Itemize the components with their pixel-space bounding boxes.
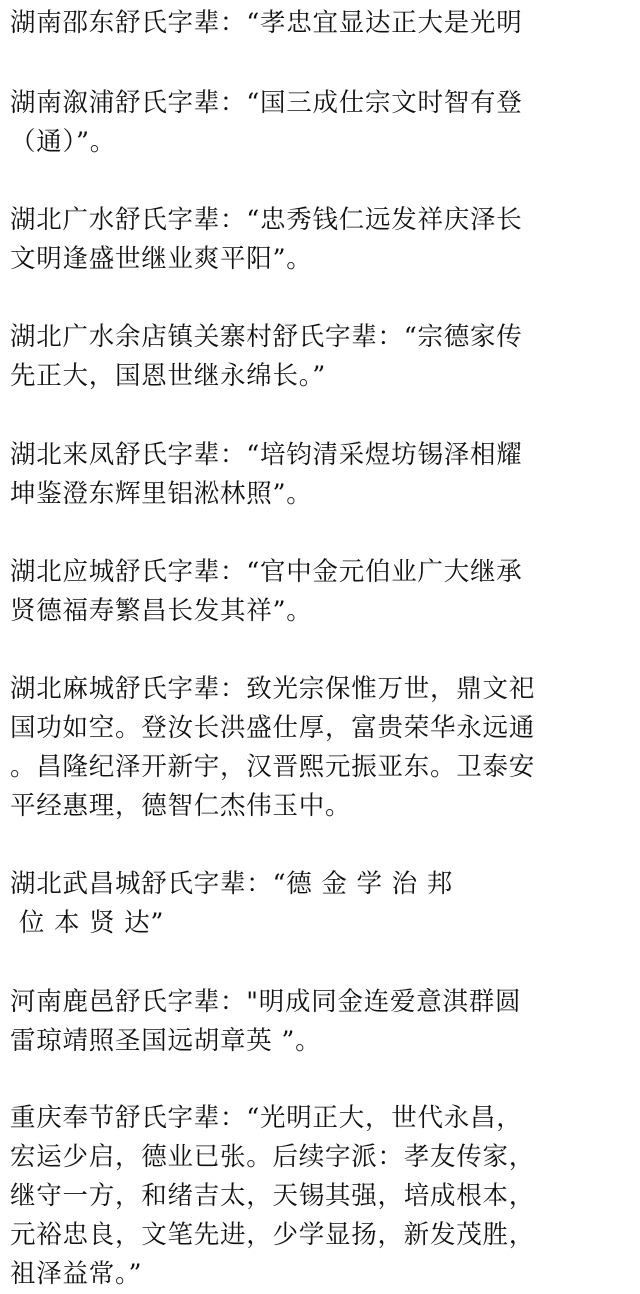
entry-line: 先正大，国恩世继永绵长。” <box>10 361 327 391</box>
entry-henan-luyi <box>10 983 521 1061</box>
entry-line: 湖北武昌城舒氏字辈：“德 金 学 治 邦 <box>10 869 453 899</box>
entry-line: 湖南溆浦舒氏字辈：“国三成仕宗文时智有登 <box>10 88 523 118</box>
entry-hunan-xupu <box>10 84 523 162</box>
entry-hubei-yingcheng <box>10 553 523 631</box>
entry-line: 河南鹿邑舒氏字辈："明成同金连爱意淇群圆 <box>10 987 522 1017</box>
entry-line: 湖北麻城舒氏字辈：致光宗保惟万世，鼎文祀 <box>10 674 536 704</box>
entry-line: 雷琼靖照圣国远胡章英 ”。 <box>10 1026 322 1056</box>
entry-line: 继守一方，和绪吉太，天锡其强，培成根本， <box>10 1181 536 1211</box>
entry-hubei-guangshui <box>10 201 523 279</box>
entry-line: 湖北来凤舒氏字辈：“培钧清采煜坊锡泽相耀 <box>10 440 523 470</box>
entry-hubei-laifeng <box>10 436 523 514</box>
entry-line: 国功如空。登汝长洪盛仕厚，富贵荣华永远通 <box>10 713 536 743</box>
entry-hubei-guangshui-yudian <box>10 318 523 396</box>
entry-line: 坤鉴澄东辉里铝淞林照”。 <box>10 479 313 509</box>
entry-line: （通）”。 <box>10 127 117 157</box>
entry-line: 湖北广水余店镇关寨村舒氏字辈：“宗德家传 <box>10 322 523 352</box>
entry-line: 文明逢盛世继业爽平阳”。 <box>10 244 313 274</box>
entry-hubei-macheng <box>10 670 535 826</box>
entry-line: 。昌隆纪泽开新宇，汉晋熙元振亚东。卫泰安 <box>10 752 536 782</box>
entry-line: 湖北应城舒氏字辈：“官中金元伯业广大继承 <box>10 557 523 587</box>
entry-line: 位 本 贤 达” <box>10 908 165 938</box>
entry-chongqing-fengjie <box>10 1099 535 1294</box>
entry-hubei-wuchang <box>10 865 453 943</box>
entry-line: 贤德福寿繁昌长发其祥”。 <box>10 596 313 626</box>
entry-line: 宏运少启，德业已张。后续字派：孝友传家， <box>10 1142 536 1172</box>
entry-line: 重庆奉节舒氏字辈：“光明正大，世代永昌， <box>10 1103 523 1133</box>
entry-hunan-shaodong <box>10 4 523 43</box>
entry-line: 祖泽益常。” <box>10 1259 143 1289</box>
entry-line: 平经惠理，德智仁杰伟玉中。 <box>10 791 352 821</box>
entry-line: 湖南邵东舒氏字辈：“孝忠宜显达正大是光明 <box>10 8 523 38</box>
entry-line: 元裕忠良，文笔先进，少学显扬，新发茂胜， <box>10 1220 536 1250</box>
entry-line: 湖北广水舒氏字辈：“忠秀钱仁远发祥庆泽长 <box>10 205 523 235</box>
